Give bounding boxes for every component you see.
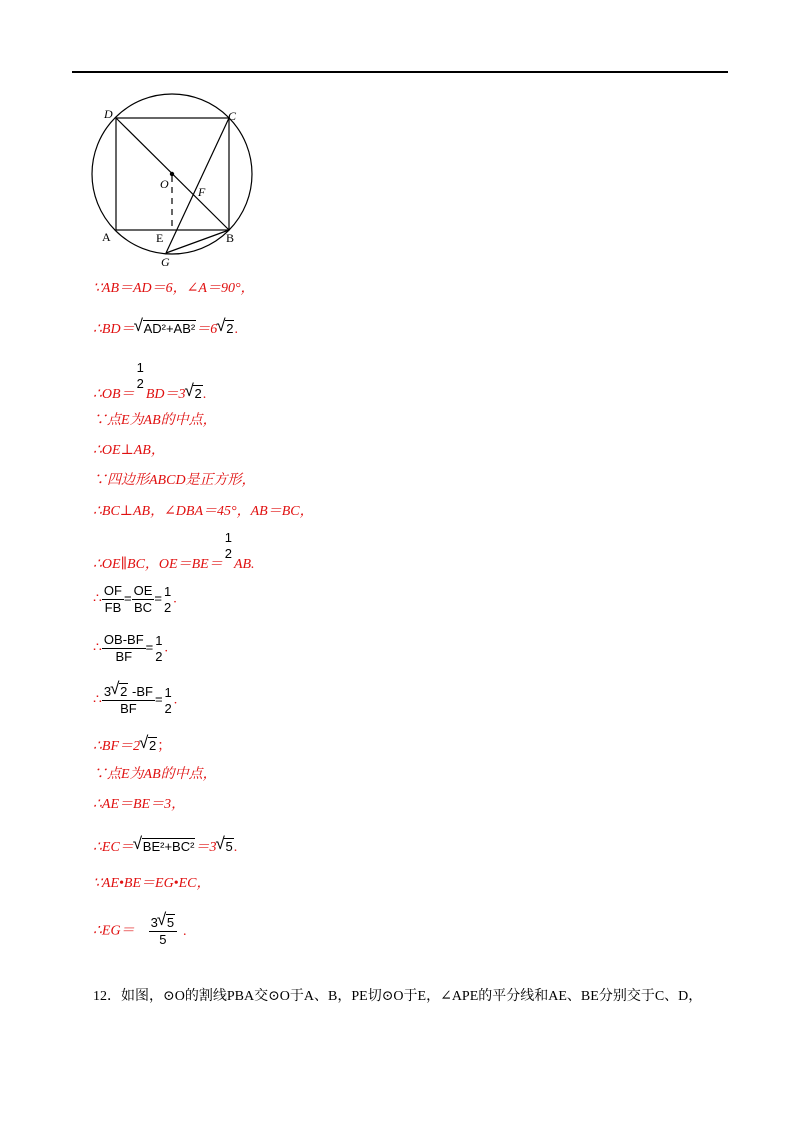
step-7: ∴BC⊥AB，∠DBA＝45°，AB＝BC， <box>93 504 314 519</box>
step-13: ∵点E为AB的中点， <box>93 767 217 782</box>
problem-12: 12．如图，⊙O的割线PBA交⊙O于A、B，PE切⊙O于E，∠APE的平分线和AE、BE分别交于C、D， <box>93 989 703 1004</box>
step-10: ∴ $\frac{OB-BF}{BF}$ = 1 2 . <box>93 632 168 664</box>
label-d: D <box>104 107 113 121</box>
step-5: ∴OE⊥AB， <box>93 443 165 458</box>
label-o: O <box>160 177 169 191</box>
label-b: B <box>226 231 235 245</box>
label-e: E <box>156 231 164 245</box>
geometry-figure <box>86 92 261 270</box>
step-8: ∴OE∥BC，OE＝BE＝ 1 2 AB. <box>93 530 255 572</box>
label-a: A <box>102 230 111 244</box>
label-g: G <box>161 255 170 269</box>
step-14: ∴AE＝BE＝3， <box>93 797 186 812</box>
step-3: ∴OB＝ 1 2 BD＝3√ 2. <box>93 360 206 404</box>
label-c: C <box>228 109 237 123</box>
step-12: ∴BF＝2√ 2； <box>93 737 171 756</box>
step-2: ∴BD＝√ AD²+AB²＝6√ 2. <box>93 320 238 339</box>
step-17: ∴EG＝ $\frac{3√ 5}{5}$ . <box>93 915 187 948</box>
step-6: ∵四边形ABCD是正方形， <box>93 473 256 488</box>
step-4: ∵点E为AB的中点， <box>93 413 217 428</box>
step-11: ∴ $\frac{3√ 2 -BF}{BF}$ = 1 2 . <box>93 684 177 717</box>
label-f: F <box>198 185 206 199</box>
header-rule <box>72 71 728 73</box>
circle-square-diagram <box>86 92 261 270</box>
step-15: ∴EC＝√ BE²+BC²＝3√ 5. <box>93 838 237 857</box>
step-16: ∵AE•BE＝EG•EC， <box>93 876 211 891</box>
step-9: ∴ $\frac{OF}{FB}$ = $\frac{OE}{BC}$ = 1 2 . <box>93 583 177 615</box>
step-1: ∵AB＝AD＝6，∠A＝90°， <box>93 281 255 296</box>
